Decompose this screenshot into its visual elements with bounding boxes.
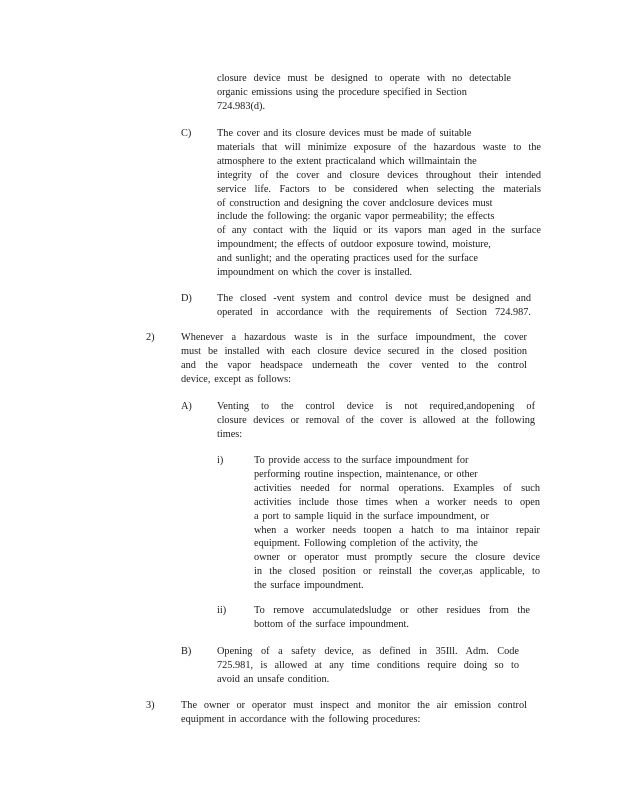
text-line: must be installed with each closure device secured in the closed position (181, 345, 527, 357)
text-line: closure device must be designed to operate with no detectable (217, 73, 511, 84)
text-line: equipment. Following completion of the activity, the (254, 538, 478, 550)
text-line: organic emissions using the procedure specified in Section (217, 86, 467, 98)
text-line: The owner or operator must inspect and monitor the air emission control (181, 700, 527, 711)
item-label: D) (181, 293, 192, 304)
paragraph-text (254, 604, 530, 632)
item-label: B) (181, 646, 192, 657)
text-line: operated in accordance with the requirements of Section 724.987. (217, 306, 531, 318)
text-line: To provide access to the surface impoundment for (254, 455, 469, 466)
text-line: the surface impoundment. (254, 580, 364, 592)
text-line: device, except as follows: (181, 373, 291, 385)
text-line: service life. Factors to be considered when selecting the materials (217, 183, 541, 195)
text-line: impoundment on which the cover is installed. (217, 267, 413, 279)
item-label: i) (217, 455, 224, 466)
text-line: of any contact with the liquid or its vapors man aged in the surface (217, 225, 541, 237)
text-line: The closed -vent system and control device must be designed and (217, 293, 531, 304)
paragraph-text (217, 645, 519, 687)
text-line: Opening of a safety device, as defined in 35Ill. Adm. Code (217, 646, 519, 657)
paragraph-text (217, 400, 535, 442)
text-line: equipment in accordance with the following procedures: (181, 713, 421, 725)
text-line: atmosphere to the extent practicaland which willmaintain the (217, 155, 477, 167)
item-label: 3) (146, 700, 155, 711)
text-line: Venting to the control device is not required,andopening of (217, 401, 535, 412)
text-line: a port to sample liquid in the surface impoundment, or (254, 510, 489, 522)
item-label: C) (181, 128, 192, 139)
text-line: owner or operator must promptly secure the closure device (254, 552, 540, 564)
text-line: of construction and designing the cover andclosure devices must (217, 197, 493, 209)
text-line: The cover and its closure devices must be made of suitable (217, 128, 472, 139)
text-line: activities include those times when a worker needs to open (254, 496, 540, 508)
text-line: avoid an unsafe condition. (217, 673, 330, 685)
item-label: 2) (146, 332, 155, 343)
paragraph-text (181, 331, 527, 387)
text-line: 724.983(d). (217, 100, 266, 112)
text-line: and the vapor headspace underneath the cover vented to the control (181, 359, 527, 371)
text-line: impoundment; the effects of outdoor exposure towind, moisture, (217, 239, 491, 251)
text-line: 725.981, is allowed at any time conditions require doing so to (217, 659, 519, 671)
paragraph-text (217, 127, 541, 280)
text-line: bottom of the surface impoundment. (254, 618, 409, 630)
paragraph-text (217, 72, 511, 114)
text-line: in the closed position or reinstall the cover,as applicable, to (254, 566, 540, 578)
text-line: when a worker needs toopen a hatch to ma intainor repair (254, 524, 540, 536)
item-label: ii) (217, 605, 227, 616)
paragraph-text (254, 454, 540, 593)
text-line: To remove accumulatedsludge or other residues from the (254, 605, 530, 616)
paragraph-text (181, 699, 527, 727)
text-line: integrity of the cover and closure devices throughout their intended (217, 169, 541, 181)
text-line: include the following: the organic vapor permeability; the effects (217, 211, 495, 223)
text-line: Whenever a hazardous waste is in the surface impoundment, the cover (181, 332, 527, 343)
text-line: materials that will minimize exposure of the hazardous waste to the (217, 141, 541, 153)
text-line: closure devices or removal of the cover is allowed at the following (217, 414, 535, 426)
paragraph-text (217, 292, 531, 320)
item-label: A) (181, 401, 192, 412)
text-line: performing routine inspection, maintenance, or other (254, 468, 478, 480)
text-line: times: (217, 428, 243, 440)
text-line: and sunlight; and the operating practices used for the surface (217, 253, 478, 265)
text-line: activities needed for normal operations. Examples of such (254, 482, 540, 494)
